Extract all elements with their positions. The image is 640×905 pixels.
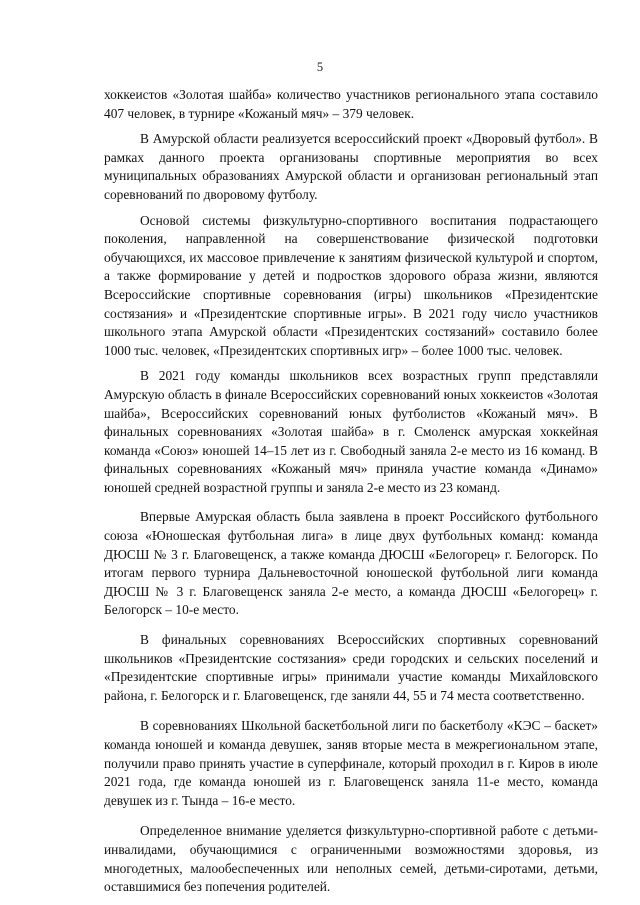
paragraph-yard-football-project: В Амурской области реализуется всероссийский проект «Дворовый футбол». В рамках данного проекта организованы спортивные мероприятия во всех муниципальных образованиях Амурской области и организован региональный этап соревнований по дворовому футболу. [104, 131, 598, 202]
paragraph-presidential-competitions: Основой системы физкультурно-спортивного воспитания подрастающего поколения, направленной на совершенствование физической подготовки обучающихся, их массовое привлечение к занятиям физической культурой и спортом, а также формирование у детей и подростков здорового образа жизни, являются Всероссийские спортивные соревнования (игры) школьников «Президентские состязания» и «Президентские спортивные игры». В 2021 году число участников школьного этапа Амурской области «Президентских состязаний» составило более 1000 тыс. человек, «Президентских спортивных игр» – более 1000 тыс. человек. [104, 212, 598, 358]
paragraph-finals-2021: В 2021 году команды школьников всех возрастных групп представляли Амурскую область в финале Всероссийских соревнований юных хоккеистов «Золотая шайба», Всероссийских соревнований юных футболистов «Кожаный мяч». В финальных соревнованиях «Золотая шайба» в г. Смоленск амурская хоккейная команда «Союз» юношей 14–15 лет из г. Свободный заняла 2-е место из 16 команд. В финальных соревнованиях «Кожаный мяч» приняла участие команда «Динамо» юношей средней возрастной группы и заняла 2-е место из 23 команд. [104, 368, 598, 495]
paragraph-special-attention: Определенное внимание уделяется физкультурно-спортивной работе с детьми-инвалидами, обучающимися с ограниченными возможностями здоровья, из многодетных, малообеспеченных или неполных семей, детьми-сиротами, детьми, оставшимися без попечения родителей. [104, 823, 598, 895]
paragraph-hockey-football-participants: хоккеистов «Золотая шайба» количество участников регионального этапа составило 407 человек, в турнире «Кожаный мяч» – 379 человек. [104, 87, 598, 121]
paragraph-basketball-league: В соревнованиях Школьной баскетбольной лиги по баскетболу «КЭС – баскет» команда юношей и команда девушек, заняв вторые места в межрегиональном этапе, получили право принять участие в суперфинале, который проходил в г. Киров в июле 2021 года, где команда юношей из г. Благовещенск заняла 11-е место, команда девушек из г. Тында – 16-е место. [104, 718, 598, 808]
document-body [104, 86, 598, 897]
page-number: 5 [316, 60, 324, 74]
paragraph-presidential-finals: В финальных соревнованиях Всероссийских спортивных соревнований школьников «Президентские состязания» среди городских и сельских поселений и «Президентские спортивные игры» принимали участие команды Михайловского района, г. Белогорск и г. Благовещенск, где заняли 44, 55 и 74 места соответственно. [104, 632, 598, 703]
paragraph-youth-football-league: Впервые Амурская область была заявлена в проект Российского футбольного союза «Юношеская футбольная лига» в лице двух футбольных команд: команда ДЮСШ № 3 г. Благовещенск, а также команда ДЮСШ «Белогорец» г. Белогорск. По итогам первого турнира Дальневосточной юношеской футбольной лиги команда ДЮСШ № 3 г. Благовещенск заняла 2-е место, а команда ДЮСШ «Белогорец» г. Белогорск – 10-е место. [104, 509, 598, 618]
